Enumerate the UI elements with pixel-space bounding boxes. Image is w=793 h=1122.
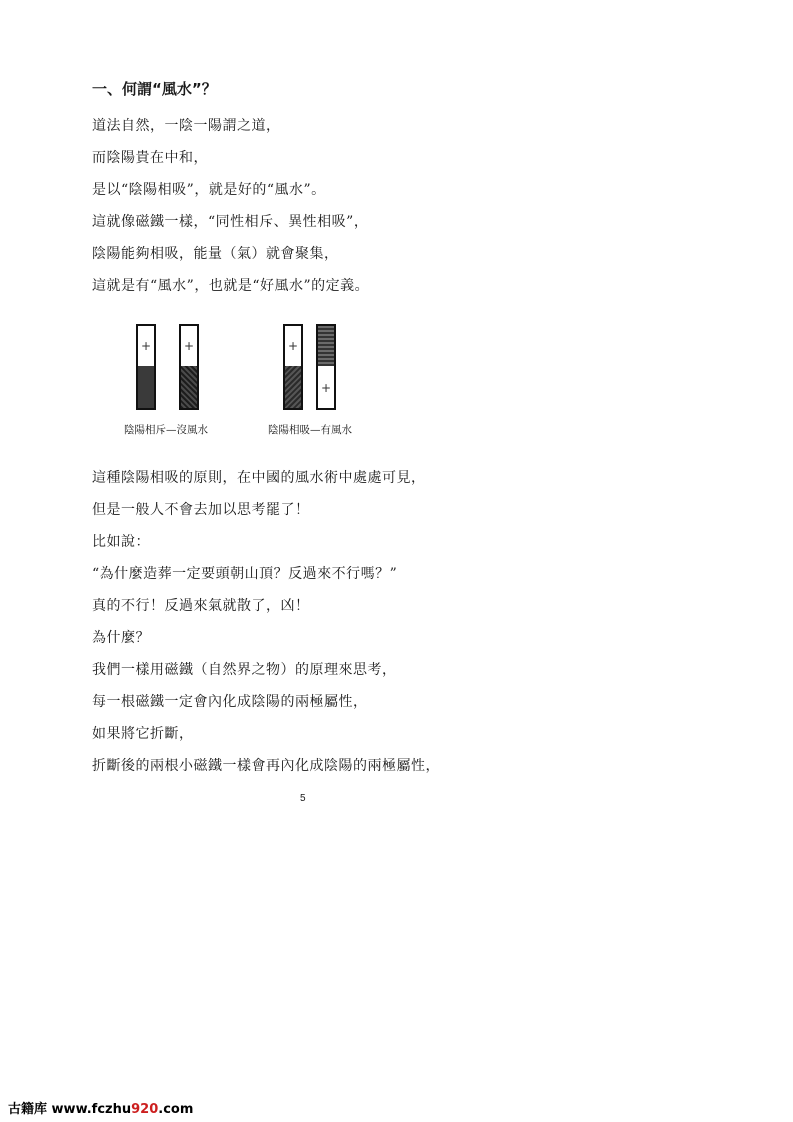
plus-icon: + [287, 339, 299, 353]
text-line: 比如說： [92, 534, 150, 550]
text-line: 真的不行！反過來氣就散了，凶！ [92, 598, 310, 614]
figure-caption-left: 陰陽相斥—沒風水 [124, 424, 208, 436]
text-line: 每一根磁鐵一定會內化成陰陽的兩極屬性， [92, 694, 368, 710]
site-name: 古籍库 [8, 1102, 48, 1117]
page-number: 5 [300, 793, 306, 804]
text-line: “為什麼造葬一定要頭朝山頂？反過來不行嗎？” [92, 566, 398, 582]
section-heading: 一、何謂“風水”？ [92, 80, 217, 98]
plus-icon: + [183, 339, 195, 353]
text-line: 這就像磁鐵一樣，“同性相斥、異性相吸”， [92, 214, 369, 230]
text-line: 但是一般人不會去加以思考罷了！ [92, 502, 310, 518]
magnet-figure [110, 318, 410, 443]
text-line: 如果將它折斷， [92, 726, 194, 742]
plus-icon: + [320, 381, 332, 395]
text-line: 陰陽能夠相吸，能量（氣）就會聚集， [92, 246, 339, 262]
magnet-bar-2 [179, 324, 199, 410]
footer-watermark [8, 1098, 193, 1117]
figure-caption-right: 陰陽相吸—有風水 [268, 424, 352, 436]
text-line: 我們一樣用磁鐵（自然界之物）的原理來思考， [92, 662, 397, 678]
text-line: 為什麼？ [92, 630, 150, 646]
text-line: 折斷後的兩根小磁鐵一樣會再內化成陰陽的兩極屬性， [92, 758, 440, 774]
plus-icon: + [140, 339, 152, 353]
magnet-bar-1 [136, 324, 156, 410]
site-url: www.fczhu920.com [51, 1102, 194, 1117]
text-line: 這就是有“風水”，也就是“好風水”的定義。 [92, 278, 370, 294]
magnet-bar-4 [316, 324, 336, 410]
text-line: 道法自然，一陰一陽謂之道， [92, 118, 281, 134]
magnet-bar-3 [283, 324, 303, 410]
text-line: 這種陰陽相吸的原則，在中國的風水術中處處可見， [92, 470, 426, 486]
text-line: 是以“陰陽相吸”，就是好的“風水”。 [92, 182, 326, 198]
text-line: 而陰陽貴在中和， [92, 150, 208, 166]
